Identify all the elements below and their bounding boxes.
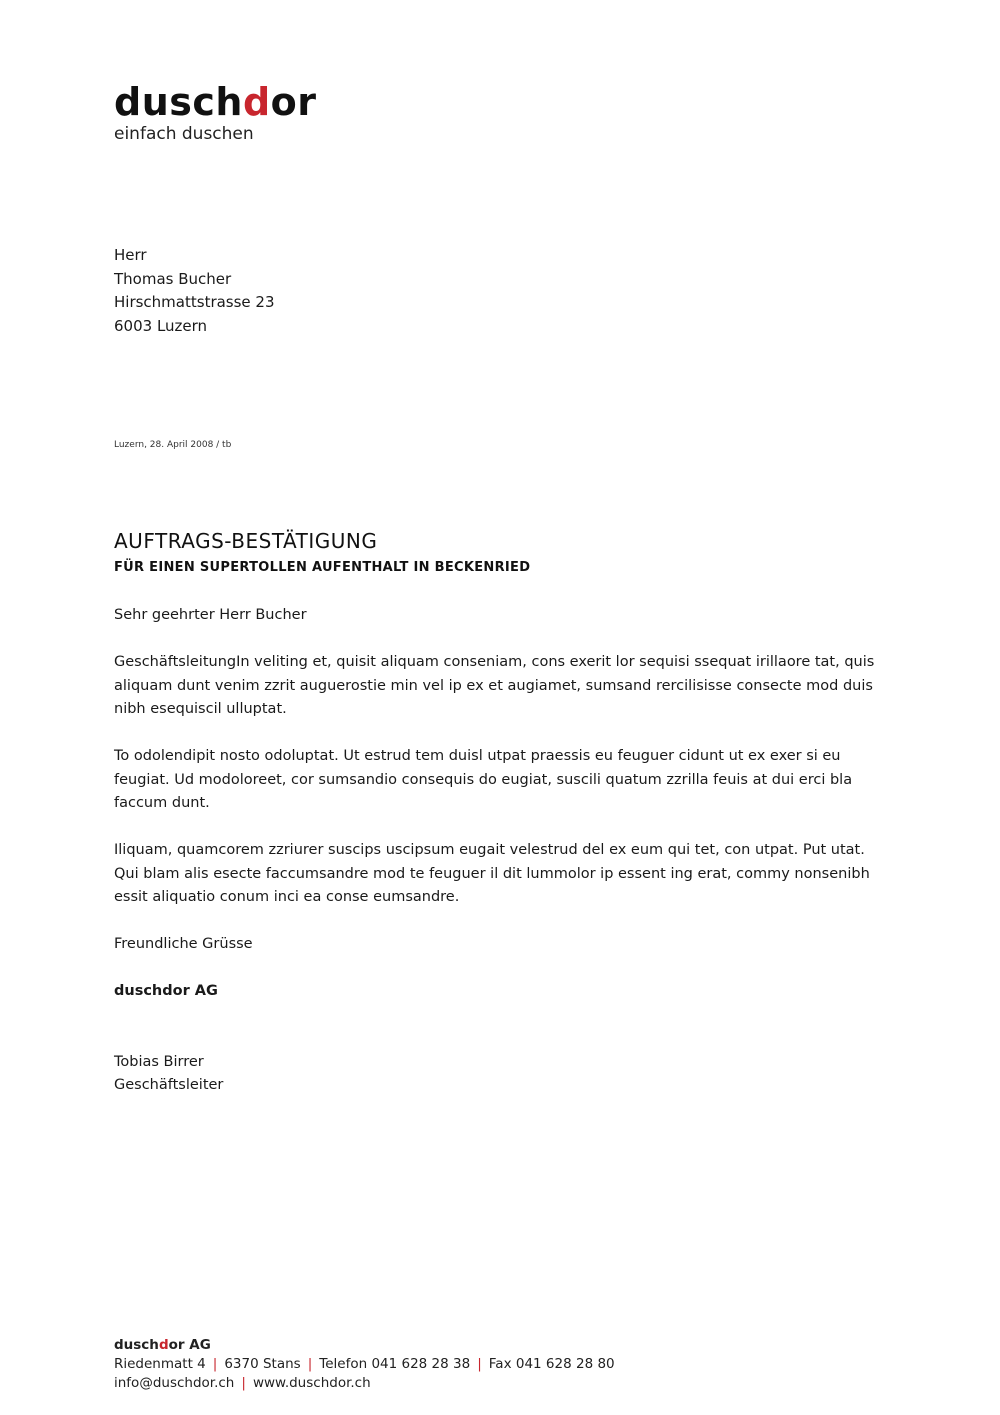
- logo-part: or: [270, 80, 317, 124]
- body-paragraph: GeschäftsleitungIn veliting et, quisit aliquam conseniam, cons exerit lor sequisi ssequat irillaore tat, quis aliquam dunt venim zzrit auguerostie min vel ip ex et augiamet, sumsand rercilisisse consecte mod duis nibh esequiscil ulluptat.: [114, 654, 875, 717]
- recipient-name: Thomas Bucher: [114, 269, 232, 288]
- footer-fax: Fax 041 628 28 80: [488, 1356, 615, 1372]
- footer-email-link[interactable]: info@duschdor.ch: [114, 1375, 235, 1391]
- signer-name: Tobias Birrer: [114, 1053, 204, 1070]
- recipient-salutation: Herr: [114, 246, 147, 264]
- logo-part: dusch: [114, 80, 243, 124]
- footer-company-part: or AG: [168, 1337, 211, 1353]
- letter-body: [114, 604, 894, 1098]
- date-line: Luzern, 28. April 2008 / tb: [114, 440, 232, 450]
- company-name: duschdor AG: [114, 983, 218, 999]
- letter-title: AUFTRAGS-BESTÄTIGUNG: [114, 529, 378, 553]
- footer-separator: |: [307, 1356, 313, 1372]
- body-paragraph: Iliquam, quamcorem zzriurer suscips uscipsum eugait velestrud del ex eum qui tet, con utpat. Put utat. Qui blam alis esecte faccumsandre mod te feuguer il dit lummolor ip essent ing erat, commy nonsenibh essit aliquatio conum inci ea conse eumsandre.: [114, 842, 870, 905]
- closing: Freundliche Grüsse: [114, 936, 253, 952]
- recipient-city: 6003 Luzern: [114, 316, 208, 335]
- footer-web-line: [114, 1374, 615, 1393]
- footer-separator: |: [477, 1356, 482, 1372]
- letter-subtitle: FÜR EINEN SUPERTOLLEN AUFENTHALT IN BECKENRIED: [114, 560, 531, 575]
- signer-role: Geschäftsleiter: [114, 1077, 224, 1093]
- footer-contact-line: [114, 1355, 615, 1374]
- footer-separator: |: [241, 1375, 246, 1391]
- logo: [114, 80, 317, 144]
- logo-accent-letter: d: [242, 80, 271, 124]
- recipient-address: [114, 244, 275, 338]
- footer-company-part: dusch: [114, 1337, 159, 1353]
- footer-phone: Telefon 041 628 28 38: [319, 1356, 471, 1372]
- footer: [114, 1336, 615, 1393]
- footer-address: Riedenmatt 4: [114, 1356, 206, 1372]
- footer-company: [114, 1336, 615, 1355]
- body-paragraph: To odolendipit nosto odoluptat. Ut estrud tem duisl utpat praessis eu feuguer cidunt ut ex exer si eu feugiat. Ud modoloreet, cor sumsandio consequis do eugiat, suscili quatum zzrilla feuis at dui erci bla faccum dunt.: [114, 748, 853, 811]
- footer-separator: |: [212, 1356, 218, 1372]
- recipient-street: Hirschmattstrasse 23: [114, 293, 275, 311]
- footer-city: 6370 Stans: [224, 1356, 301, 1372]
- logo-wordmark: [114, 80, 317, 124]
- signature-space: [114, 1027, 894, 1051]
- footer-website-link[interactable]: www.duschdor.ch: [252, 1375, 371, 1391]
- logo-tagline: einfach duschen: [114, 124, 254, 144]
- footer-accent-letter: d: [158, 1337, 169, 1353]
- greeting: Sehr geehrter Herr Bucher: [114, 607, 307, 623]
